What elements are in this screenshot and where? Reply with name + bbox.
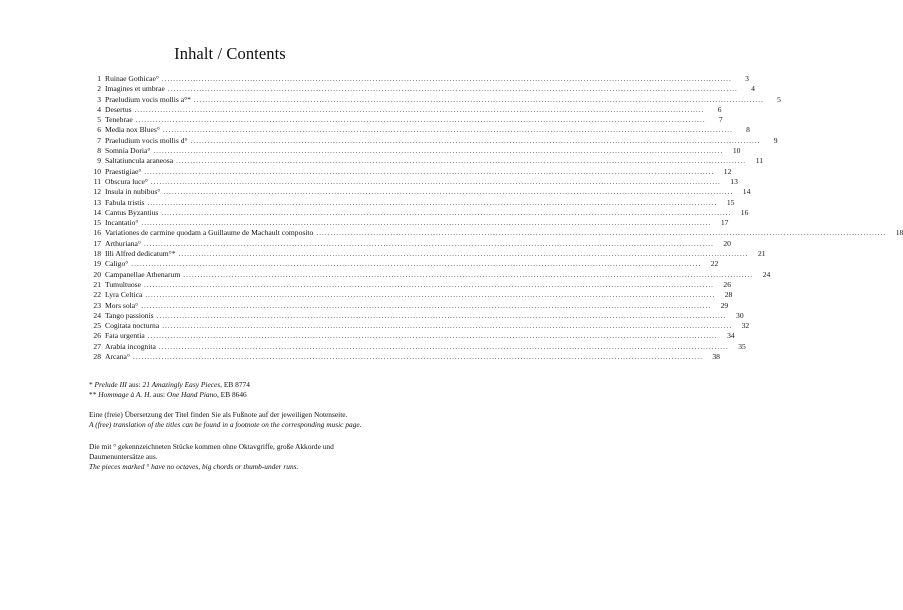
translation-note-en: A (free) translation of the titles can be found in a footnote on the corresponding music page. bbox=[89, 420, 362, 429]
toc-entry bbox=[89, 207, 749, 218]
toc-page-number: 4 bbox=[751, 84, 755, 94]
footnote-mark: ** bbox=[89, 390, 99, 399]
toc-page-number: 29 bbox=[720, 300, 729, 310]
toc-title: Caligo° bbox=[105, 259, 129, 269]
toc-number: 15 bbox=[93, 218, 101, 228]
toc-page-number: 15 bbox=[726, 197, 735, 207]
toc-page-number: 30 bbox=[736, 310, 744, 320]
toc-leader-dots: ........................................................................................................................................................................................................ bbox=[316, 229, 887, 238]
toc-title: Ruinae Gothicae° bbox=[105, 74, 159, 83]
toc-number: 7 bbox=[97, 135, 101, 145]
toc-number: 23 bbox=[93, 300, 101, 310]
toc-page-number: 38 bbox=[712, 352, 720, 362]
toc-number: 1 bbox=[97, 74, 101, 83]
toc-title: Desertus bbox=[105, 104, 132, 114]
toc-number: 28 bbox=[93, 352, 101, 362]
toc-title: Obscura luce° bbox=[105, 176, 148, 186]
toc-leader-dots: ........................................................................................................................................................................................................ bbox=[162, 322, 733, 331]
toc-number: 11 bbox=[93, 176, 101, 186]
toc-entry bbox=[89, 125, 750, 135]
footnote-source: One Hand Piano bbox=[166, 390, 217, 399]
footnote-code: , EB 8646 bbox=[216, 390, 247, 399]
toc-leader-dots: ........................................................................................................................................................................................................ bbox=[167, 85, 738, 94]
toc-entry bbox=[89, 176, 738, 187]
toc-entry bbox=[89, 218, 729, 228]
toc-entry bbox=[89, 341, 746, 352]
toc-title: Tango passionis bbox=[105, 310, 154, 320]
toc-leader-dots: ........................................................................................................................................................................................................ bbox=[150, 177, 721, 186]
toc-page-number: 35 bbox=[738, 341, 746, 351]
toc-page-number: 8 bbox=[746, 125, 750, 135]
toc-leader-dots: ........................................................................................................................................................................................................ bbox=[132, 353, 703, 362]
toc-entry bbox=[89, 300, 729, 311]
toc-number: 17 bbox=[93, 238, 101, 248]
toc-entry bbox=[89, 156, 764, 166]
toc-number: 2 bbox=[97, 84, 101, 94]
toc-page-number: 16 bbox=[740, 207, 749, 217]
toc-page-number: 26 bbox=[723, 279, 732, 289]
toc-number: 26 bbox=[93, 331, 101, 341]
toc-leader-dots: ........................................................................................................................................................................................................ bbox=[131, 260, 702, 269]
footnote-source: 21 Amazingly Easy Pieces bbox=[142, 380, 221, 389]
toc-number: 8 bbox=[97, 146, 101, 156]
toc-title: Campanellae Athenarum bbox=[105, 269, 181, 279]
toc-entry bbox=[89, 238, 731, 249]
toc-number: 18 bbox=[93, 249, 101, 259]
toc-title: Fabula tristis bbox=[105, 197, 145, 207]
toc-entry bbox=[89, 104, 722, 115]
toc-entry bbox=[89, 290, 733, 300]
toc-number: 21 bbox=[93, 279, 101, 289]
footnote bbox=[89, 380, 389, 390]
toc-entry bbox=[89, 228, 903, 238]
toc-page-number: 5 bbox=[777, 94, 781, 104]
footnote-code: , EB 8774 bbox=[220, 380, 250, 389]
toc-number: 3 bbox=[97, 94, 101, 104]
footnote-work: Hommage à A. H. bbox=[98, 390, 152, 399]
toc-entry bbox=[89, 249, 766, 259]
toc-leader-dots: ........................................................................................................................................................................................................ bbox=[183, 270, 754, 279]
difficulty-note bbox=[89, 442, 379, 472]
toc-leader-dots: ........................................................................................................................................................................................................ bbox=[135, 116, 706, 125]
toc-number: 10 bbox=[93, 166, 101, 176]
table-of-contents bbox=[89, 74, 903, 362]
toc-title: Arabia incognita bbox=[105, 341, 156, 351]
toc-number: 27 bbox=[93, 341, 101, 351]
toc-title: Mors sola° bbox=[105, 300, 139, 310]
toc-leader-dots: ........................................................................................................................................................................................................ bbox=[178, 250, 749, 259]
footnote-work: Prelude III bbox=[94, 380, 127, 389]
toc-entry bbox=[89, 135, 778, 146]
toc-number: 4 bbox=[97, 104, 101, 114]
toc-page-number: 7 bbox=[718, 115, 723, 125]
toc-entry bbox=[89, 331, 735, 341]
difficulty-note-en: The pieces marked ° have no octaves, big chords or thumb-under runs. bbox=[89, 462, 299, 471]
toc-leader-dots: ........................................................................................................................................................................................................ bbox=[147, 332, 718, 341]
toc-page-number: 34 bbox=[727, 331, 735, 341]
toc-page-number: 3 bbox=[745, 74, 749, 83]
toc-page-number: 17 bbox=[720, 218, 729, 228]
toc-page-number: 32 bbox=[741, 321, 750, 331]
toc-leader-dots: ........................................................................................................................................................................................................ bbox=[147, 198, 718, 207]
toc-page-number: 14 bbox=[742, 187, 751, 197]
toc-leader-dots: ........................................................................................................................................................................................................ bbox=[156, 311, 727, 320]
toc-leader-dots: ........................................................................................................................................................................................................ bbox=[176, 157, 747, 166]
translation-note-de: Eine (freie) Übersetzung der Titel finden Sie als Fußnote auf der jeweiligen Notenseite. bbox=[89, 410, 348, 419]
toc-page-number: 12 bbox=[723, 166, 732, 176]
toc-page-number: 22 bbox=[710, 259, 719, 269]
toc-entry bbox=[89, 94, 781, 105]
toc-number: 25 bbox=[93, 321, 101, 331]
toc-leader-dots: ........................................................................................................................................................................................................ bbox=[190, 136, 761, 145]
footnotes bbox=[89, 380, 389, 400]
toc-title: Arthuriana° bbox=[105, 238, 141, 248]
difficulty-note-de: Die mit ° gekennzeichneten Stücke kommen ohne Oktavgriffe, große Akkorde und Daumenuntersätze aus. bbox=[89, 442, 334, 461]
toc-number: 6 bbox=[97, 125, 101, 135]
toc-page-number: 20 bbox=[723, 238, 731, 248]
toc-leader-dots: ........................................................................................................................................................................................................ bbox=[134, 105, 705, 114]
toc-title: Imagines et umbrae bbox=[105, 84, 165, 94]
toc-entry bbox=[89, 279, 732, 290]
toc-number: 13 bbox=[93, 197, 101, 207]
toc-title: Variationes de carmine quodam a Guillaume de Machault composito bbox=[105, 228, 314, 238]
toc-title: Insula in nubibus° bbox=[105, 187, 161, 197]
toc-entry bbox=[89, 310, 744, 321]
toc-leader-dots: ........................................................................................................................................................................................................ bbox=[143, 239, 714, 248]
toc-entry bbox=[89, 115, 723, 125]
toc-number: 12 bbox=[93, 187, 101, 197]
toc-page-number: 9 bbox=[773, 135, 778, 145]
toc-number: 5 bbox=[97, 115, 101, 125]
toc-page-number: 18 bbox=[895, 228, 903, 238]
toc-page-number: 11 bbox=[755, 156, 764, 166]
toc-page-number: 13 bbox=[730, 176, 738, 186]
toc-leader-dots: ........................................................................................................................................................................................................ bbox=[141, 301, 712, 310]
toc-title: Somnia Doria° bbox=[105, 146, 151, 156]
toc-title: Praestigiae° bbox=[105, 166, 142, 176]
toc-title: Fata urgentia bbox=[105, 331, 145, 341]
toc-number: 20 bbox=[93, 269, 101, 279]
toc-entry bbox=[89, 146, 741, 156]
toc-entry bbox=[89, 259, 719, 269]
toc-title: Illi Alfred dedicatum°* bbox=[105, 249, 176, 259]
toc-entry bbox=[89, 197, 735, 208]
footnote-aus: aus: bbox=[151, 390, 167, 399]
toc-title: Saltatiuncula araneosa bbox=[105, 156, 174, 166]
toc-number: 22 bbox=[93, 290, 101, 300]
toc-title: Cantus Byzantius bbox=[105, 207, 159, 217]
toc-leader-dots: ........................................................................................................................................................................................................ bbox=[161, 75, 732, 83]
toc-page-number: 21 bbox=[757, 249, 766, 259]
toc-title: Lyra Celtica bbox=[105, 290, 143, 300]
toc-title: Media nox Blues° bbox=[105, 125, 160, 135]
footnote bbox=[89, 390, 389, 400]
toc-title: Tumultuose bbox=[105, 279, 142, 289]
translation-note bbox=[89, 410, 379, 430]
toc-leader-dots: ........................................................................................................................................................................................................ bbox=[141, 219, 712, 228]
toc-entry bbox=[89, 166, 732, 177]
toc-leader-dots: ........................................................................................................................................................................................................ bbox=[153, 147, 724, 156]
footnote-aus: aus: bbox=[126, 380, 143, 389]
toc-number: 16 bbox=[93, 228, 101, 238]
toc-entry bbox=[89, 352, 720, 362]
page-title: Inhalt / Contents bbox=[174, 44, 286, 63]
toc-number: 9 bbox=[97, 156, 101, 166]
toc-entry bbox=[89, 321, 750, 331]
toc-leader-dots: ........................................................................................................................................................................................................ bbox=[145, 291, 716, 300]
toc-title: Incantatio° bbox=[105, 218, 139, 228]
footnote-mark: * bbox=[89, 380, 95, 389]
toc-entry bbox=[89, 187, 751, 197]
toc-number: 14 bbox=[93, 207, 101, 217]
toc-page-number: 28 bbox=[724, 290, 733, 300]
toc-number: 24 bbox=[93, 310, 101, 320]
toc-leader-dots: ........................................................................................................................................................................................................ bbox=[161, 208, 732, 217]
toc-leader-dots: ........................................................................................................................................................................................................ bbox=[144, 280, 715, 289]
toc-number: 19 bbox=[93, 259, 101, 269]
toc-leader-dots: ........................................................................................................................................................................................................ bbox=[144, 167, 715, 176]
toc-title: Tenebrae bbox=[105, 115, 133, 125]
toc-leader-dots: ........................................................................................................................................................................................................ bbox=[158, 342, 729, 351]
toc-title: Arcana° bbox=[105, 352, 130, 362]
toc-entry bbox=[89, 269, 771, 280]
toc-title: Cogitata nocturna bbox=[105, 321, 160, 331]
toc-title: Praeludium vocis mollis d° bbox=[105, 135, 188, 145]
toc-leader-dots: ........................................................................................................................................................................................................ bbox=[162, 126, 733, 135]
toc-page-number: 6 bbox=[717, 104, 722, 114]
toc-page-number: 24 bbox=[762, 269, 771, 279]
toc-entry bbox=[89, 74, 749, 84]
toc-leader-dots: ........................................................................................................................................................................................................ bbox=[193, 95, 764, 104]
toc-entry bbox=[89, 84, 755, 94]
toc-leader-dots: ........................................................................................................................................................................................................ bbox=[163, 188, 734, 197]
toc-page-number: 10 bbox=[732, 146, 741, 156]
toc-title: Praeludium vocis mollis a°* bbox=[105, 94, 191, 104]
